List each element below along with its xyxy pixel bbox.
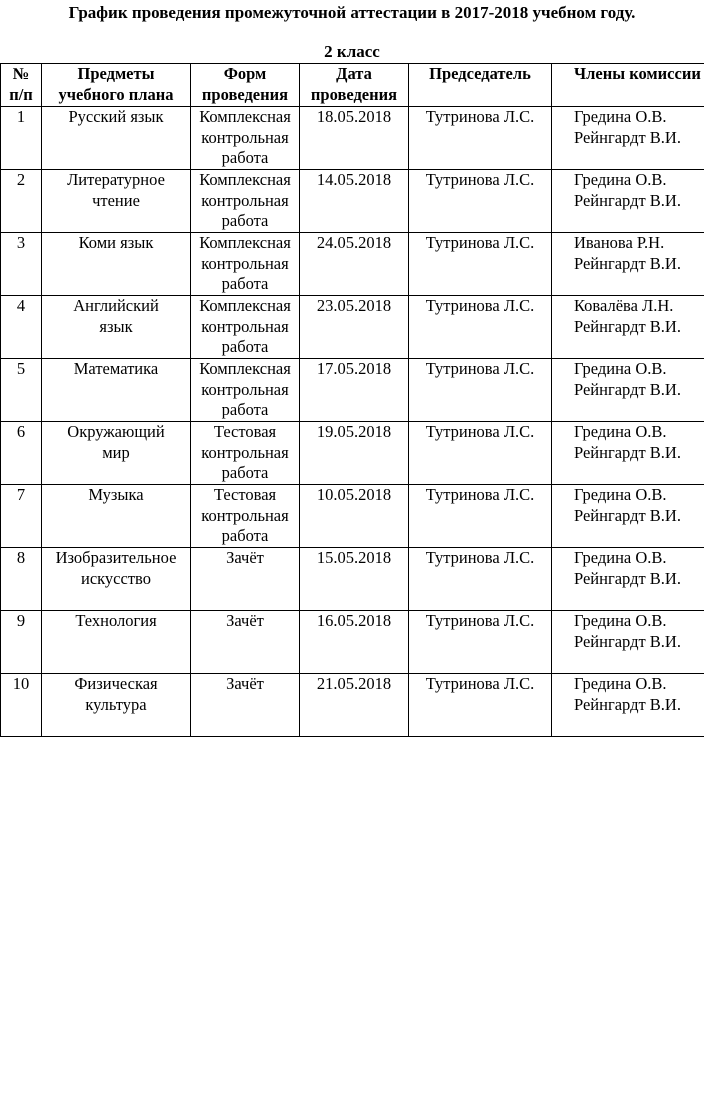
cell-members: Иванова Р.Н. Рейнгардт В.И. xyxy=(552,233,704,296)
cell-members: Гредина О.В. Рейнгардт В.И. xyxy=(552,170,704,233)
cell-number: 7 xyxy=(1,485,42,548)
cell-members: Гредина О.В. Рейнгардт В.И. xyxy=(552,422,704,485)
cell-date: 15.05.2018 xyxy=(300,548,409,611)
cell-chair: Тутринова Л.С. xyxy=(409,107,552,170)
cell-number: 6 xyxy=(1,422,42,485)
cell-members: Гредина О.В. Рейнгардт В.И. xyxy=(552,359,704,422)
cell-chair: Тутринова Л.С. xyxy=(409,548,552,611)
header-date: Дата проведения xyxy=(300,64,409,107)
cell-form: Комплексная контрольная работа xyxy=(191,107,300,170)
cell-chair: Тутринова Л.С. xyxy=(409,359,552,422)
cell-chair: Тутринова Л.С. xyxy=(409,296,552,359)
header-form: Форм проведения xyxy=(191,64,300,107)
cell-subject: Технология xyxy=(42,611,191,674)
cell-subject: Русский язык xyxy=(42,107,191,170)
cell-form: Зачёт xyxy=(191,674,300,737)
class-label: 2 класс xyxy=(324,42,380,61)
cell-subject: Музыка xyxy=(42,485,191,548)
table-row xyxy=(1,611,704,674)
cell-number: 2 xyxy=(1,170,42,233)
cell-date: 24.05.2018 xyxy=(300,233,409,296)
cell-date: 23.05.2018 xyxy=(300,296,409,359)
cell-subject: Окружающий мир xyxy=(42,422,191,485)
cell-members: Гредина О.В. Рейнгардт В.И. xyxy=(552,107,704,170)
table-row xyxy=(1,359,704,422)
cell-form: Комплексная контрольная работа xyxy=(191,170,300,233)
cell-members: Гредина О.В. Рейнгардт В.И. xyxy=(552,548,704,611)
cell-subject: Изобразительное искусство xyxy=(42,548,191,611)
cell-subject: Математика xyxy=(42,359,191,422)
cell-number: 3 xyxy=(1,233,42,296)
schedule-table xyxy=(0,63,704,737)
cell-form: Зачёт xyxy=(191,611,300,674)
cell-date: 14.05.2018 xyxy=(300,170,409,233)
cell-subject: Коми язык xyxy=(42,233,191,296)
cell-form: Тестовая контрольная работа xyxy=(191,485,300,548)
cell-chair: Тутринова Л.С. xyxy=(409,233,552,296)
cell-date: 19.05.2018 xyxy=(300,422,409,485)
table-row xyxy=(1,296,704,359)
cell-members: Гредина О.В. Рейнгардт В.И. xyxy=(552,674,704,737)
table-row xyxy=(1,485,704,548)
cell-number: 8 xyxy=(1,548,42,611)
cell-number: 9 xyxy=(1,611,42,674)
cell-date: 18.05.2018 xyxy=(300,107,409,170)
table-header-row xyxy=(1,64,704,107)
cell-subject: Английский язык xyxy=(42,296,191,359)
header-chair: Председатель xyxy=(409,64,552,107)
header-number: № п/п xyxy=(1,64,42,107)
cell-date: 16.05.2018 xyxy=(300,611,409,674)
cell-date: 10.05.2018 xyxy=(300,485,409,548)
cell-form: Тестовая контрольная работа xyxy=(191,422,300,485)
cell-number: 1 xyxy=(1,107,42,170)
header-subject: Предметы учебного плана xyxy=(42,64,191,107)
cell-form: Зачёт xyxy=(191,548,300,611)
table-row xyxy=(1,674,704,737)
cell-members: Гредина О.В. Рейнгардт В.И. xyxy=(552,611,704,674)
cell-members: Ковалёва Л.Н. Рейнгардт В.И. xyxy=(552,296,704,359)
cell-subject: Физическая культура xyxy=(42,674,191,737)
table-row xyxy=(1,422,704,485)
cell-chair: Тутринова Л.С. xyxy=(409,485,552,548)
cell-date: 17.05.2018 xyxy=(300,359,409,422)
cell-chair: Тутринова Л.С. xyxy=(409,674,552,737)
table-row xyxy=(1,548,704,611)
table-row xyxy=(1,170,704,233)
cell-chair: Тутринова Л.С. xyxy=(409,611,552,674)
table-row xyxy=(1,233,704,296)
cell-subject: Литературное чтение xyxy=(42,170,191,233)
header-members: Члены комиссии xyxy=(552,64,704,107)
cell-form: Комплексная контрольная работа xyxy=(191,359,300,422)
cell-number: 5 xyxy=(1,359,42,422)
cell-date: 21.05.2018 xyxy=(300,674,409,737)
cell-number: 10 xyxy=(1,674,42,737)
document-title: График проведения промежуточной аттестации в 2017-2018 учебном году. xyxy=(68,3,636,22)
cell-number: 4 xyxy=(1,296,42,359)
schedule-table-wrapper xyxy=(0,63,704,737)
cell-members: Гредина О.В. Рейнгардт В.И. xyxy=(552,485,704,548)
table-row xyxy=(1,107,704,170)
cell-chair: Тутринова Л.С. xyxy=(409,170,552,233)
cell-form: Комплексная контрольная работа xyxy=(191,233,300,296)
cell-form: Комплексная контрольная работа xyxy=(191,296,300,359)
cell-chair: Тутринова Л.С. xyxy=(409,422,552,485)
